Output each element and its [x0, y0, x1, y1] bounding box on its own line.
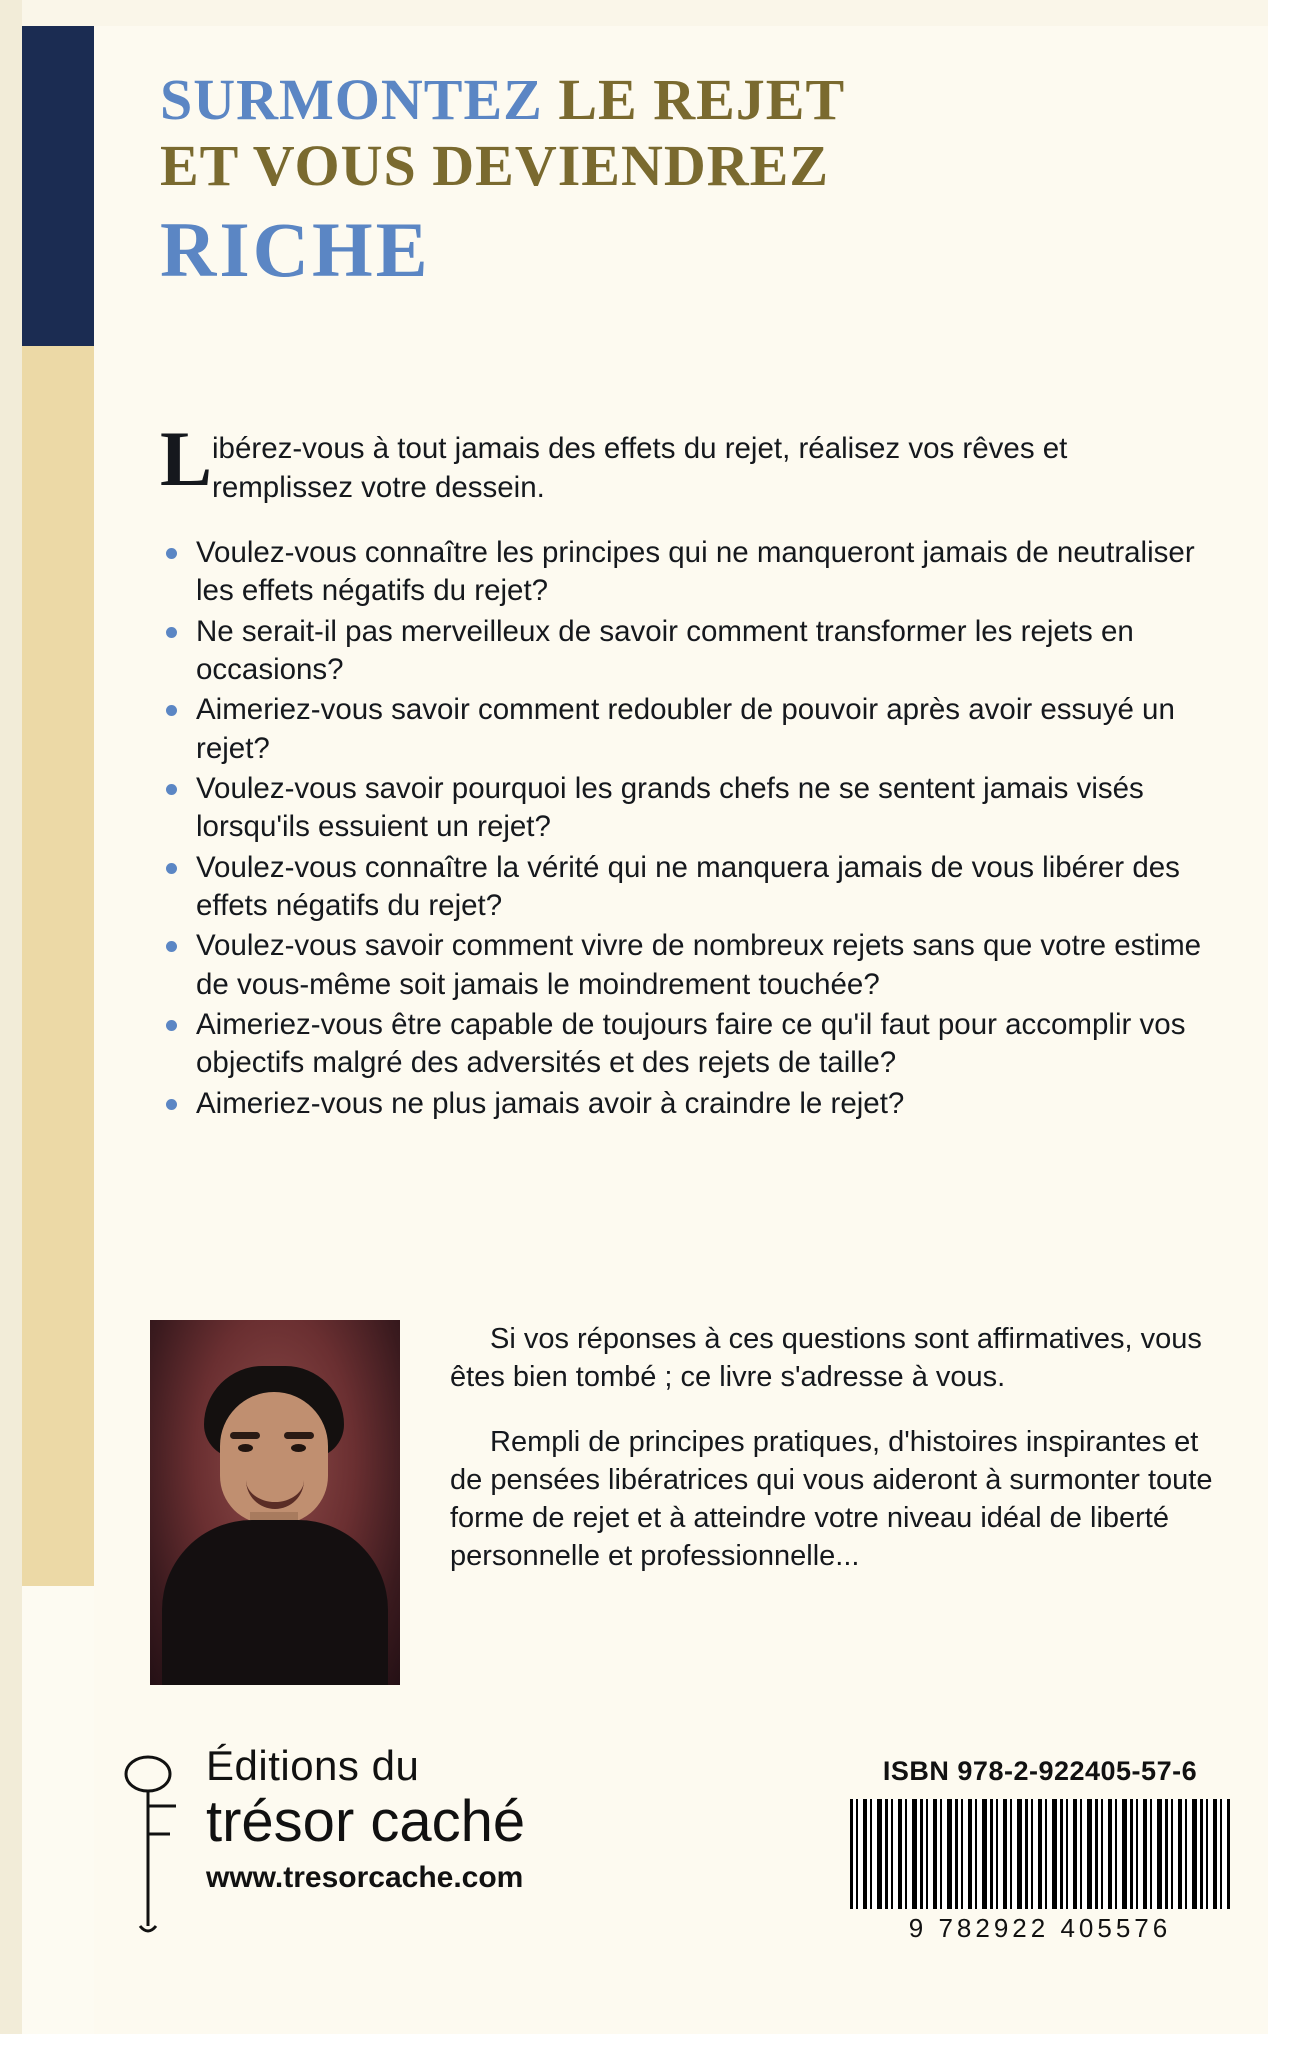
- list-item: [160, 613, 1210, 690]
- title-line-1: [160, 67, 1160, 132]
- back-cover-copy: [160, 415, 1210, 1125]
- list-item: [160, 927, 1210, 1004]
- bullet-dot-icon: [166, 1020, 177, 1031]
- left-tan-band: [22, 346, 94, 1586]
- list-item: [160, 534, 1210, 611]
- photo-brow-right: [284, 1432, 314, 1439]
- bullet-dot-icon: [166, 627, 177, 638]
- barcode-digits: 9 782922 405576: [908, 1913, 1172, 1943]
- bullet-dot-icon: [166, 548, 177, 559]
- question-list: [160, 534, 1210, 1123]
- key-logo-icon: [110, 1748, 200, 1933]
- list-item-text: Aimeriez-vous être capable de toujours faire ce qu'il faut pour accomplir vos objectifs malgré des adversités et des rejets de taille?: [196, 1008, 1186, 1080]
- spine-block: [22, 26, 94, 346]
- title-line-3: RICHE: [160, 205, 431, 293]
- closing-text: [450, 1320, 1220, 1576]
- publisher-line-1: Éditions du: [206, 1742, 420, 1789]
- book-title: [160, 67, 1160, 293]
- barcode-image: [850, 1799, 1230, 1909]
- photo-eye-left: [238, 1444, 253, 1452]
- list-item: [160, 691, 1210, 768]
- bullet-dot-icon: [166, 1099, 177, 1110]
- title-line-2: ET VOUS DEVIENDREZ: [160, 133, 829, 199]
- list-item: [160, 1006, 1210, 1083]
- list-item-text: Voulez-vous connaître les principes qui ne manqueront jamais de neutraliser les effets négatifs du rejet?: [196, 535, 1195, 608]
- list-item: [160, 770, 1210, 847]
- bullet-dot-icon: [166, 863, 177, 874]
- author-section: [150, 1320, 1220, 1602]
- list-item-text: Voulez-vous savoir comment vivre de nombreux rejets sans que votre estime de vous-même soit jamais le moindrement touchée?: [196, 929, 1202, 1001]
- bullet-dot-icon: [166, 784, 177, 795]
- bullet-dot-icon: [166, 941, 177, 952]
- intro-paragraph: [160, 415, 1210, 508]
- page-edge-bottom: [0, 2034, 1298, 2056]
- publisher-logo-text: [206, 1742, 525, 1895]
- author-photo: [150, 1320, 400, 1685]
- page-edge-right: [1268, 0, 1298, 2056]
- intro-text: ibérez-vous à tout jamais des effets du rejet, réalisez vos rêves et remplissez votre dessein.: [212, 432, 1068, 504]
- title-word-le-rejet: LE REJET: [558, 67, 846, 132]
- cover-footer: [110, 1742, 1240, 2002]
- list-item-text: Voulez-vous connaître la vérité qui ne manquera jamais de vous libérer des effets négatifs du rejet?: [196, 850, 1180, 922]
- page-edge-left: [0, 0, 22, 2056]
- isbn-section: [840, 1756, 1240, 1944]
- list-item-text: Voulez-vous savoir pourquoi les grands chefs ne se sentent jamais visés lorsqu'ils essuient un rejet?: [196, 771, 1144, 844]
- page-edge-top: [0, 0, 1298, 26]
- publisher-website[interactable]: www.tresorcache.com: [206, 1861, 524, 1894]
- bullet-dot-icon: [166, 705, 177, 716]
- publisher-line-2: trésor caché: [206, 1789, 526, 1854]
- closing-paragraph-2: Rempli de principes pratiques, d'histoires inspirantes et de pensées libératrices qui vous aideront à surmonter toute forme de rejet et à atteindre votre niveau idéal de liberté personnelle et professionnelle...: [450, 1425, 1213, 1573]
- list-item-text: Aimeriez-vous savoir comment redoubler de pouvoir après avoir essuyé un rejet?: [196, 693, 1175, 765]
- photo-eye-right: [291, 1444, 306, 1452]
- list-item: [160, 849, 1210, 926]
- drop-cap: L: [160, 415, 213, 502]
- closing-paragraph-1: Si vos réponses à ces questions sont affirmatives, vous êtes bien tombé ; ce livre s'adresse à vous.: [450, 1323, 1202, 1394]
- list-item-text: Ne serait-il pas merveilleux de savoir comment transformer les rejets en occasions?: [196, 614, 1134, 686]
- title-word-surmontez: SURMONTEZ: [160, 67, 543, 132]
- isbn-number: ISBN 978-2-922405-57-6: [882, 1756, 1198, 1786]
- photo-brow-left: [230, 1432, 260, 1439]
- list-item: [160, 1085, 1210, 1123]
- list-item-text: Aimeriez-vous ne plus jamais avoir à craindre le rejet?: [196, 1086, 905, 1120]
- photo-shirt: [162, 1520, 388, 1685]
